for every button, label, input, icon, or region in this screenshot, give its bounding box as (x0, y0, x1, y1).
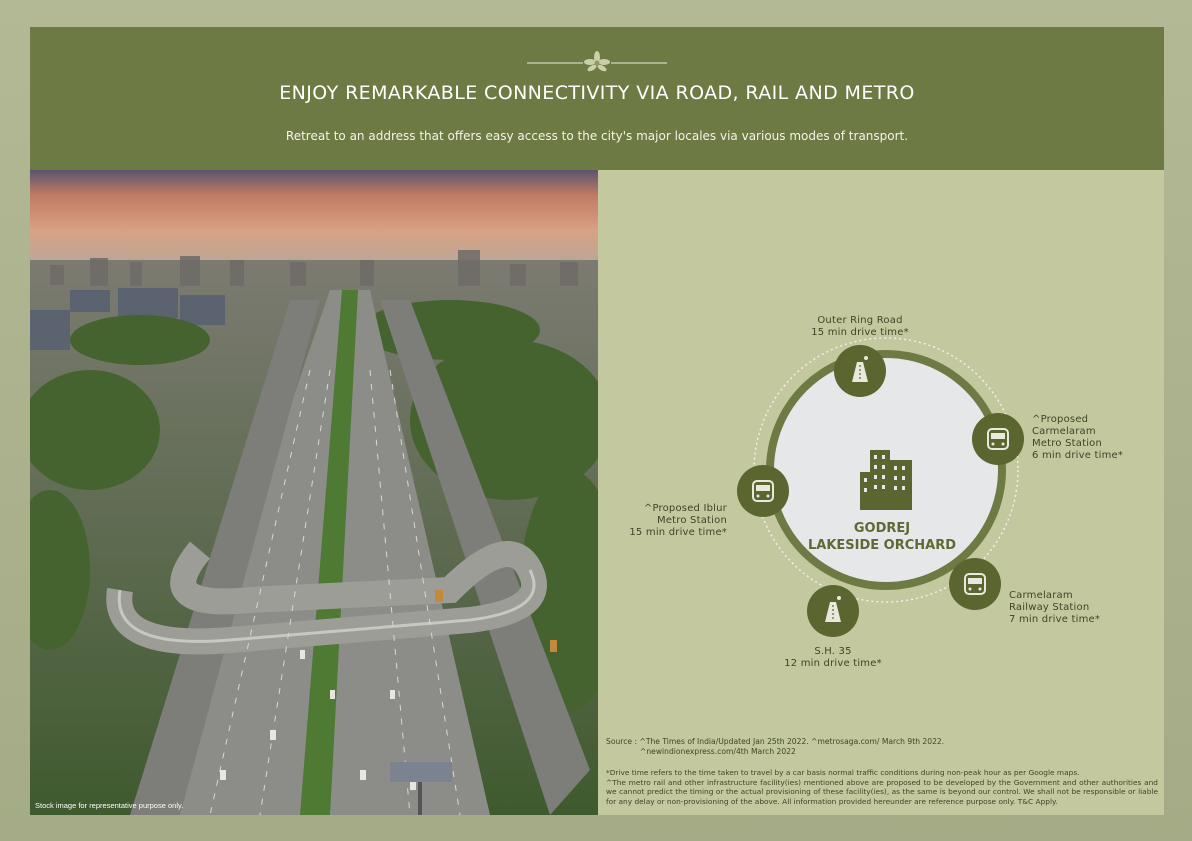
iblur-metro-label: ^Proposed Iblur Metro Station 15 min drive time* (629, 503, 727, 538)
connectivity-panel (598, 170, 1164, 815)
carmelaram-metro-label: ^Proposed Carmelaram Metro Station 6 min drive time* (1032, 414, 1124, 461)
page-title: ENJOY REMARKABLE CONNECTIVITY VIA ROAD, RAIL AND METRO (279, 82, 915, 104)
project-name: GODREJ LAKESIDE ORCHARD (807, 521, 957, 553)
outer-ring-road-label: Outer Ring Road 15 min drive time* (811, 315, 909, 338)
carmelaram-railway-label: Carmelaram Railway Station 7 min drive time* (1009, 590, 1101, 625)
leaf-ornament-icon (527, 49, 667, 75)
page-subtitle: Retreat to an address that offers easy access to the city's major locales via various modes of transport. (285, 129, 909, 143)
header-banner (30, 27, 1164, 170)
highway-photo (30, 170, 598, 815)
metro-train-icon (972, 413, 1024, 465)
railway-train-icon (949, 558, 1001, 610)
road-icon (807, 585, 859, 637)
disclaimer-text: *Drive time refers to the time taken to travel by a car basis normal traffic conditions during non-peak hour as per Google maps. ^The metro rail and other infrastructure facility(ies) mentioned above are proposed to be developed by the Government and other authorities and we cannot predict the timing or the actual provisioning of these facility(ies), as the same is beyond our control. We shall not be responsible or liable for any delay or non-provisioning of the above. All information provided hereunder are reference purpose only. T&C Apply. (606, 768, 1158, 806)
source-note: Source : ^The Times of India/Updated Jan 25th 2022. ^metrosaga.com/ March 9th 2022. ^newindionexpress.com/4th March 2022 (606, 737, 945, 756)
metro-train-icon (737, 465, 789, 517)
road-icon (834, 345, 886, 397)
stock-image-note: Stock image for representative purpose only. (35, 801, 184, 810)
brochure-card (30, 27, 1164, 815)
highway-interchange-image (30, 170, 598, 815)
sh35-label: S.H. 35 12 min drive time* (784, 646, 882, 669)
